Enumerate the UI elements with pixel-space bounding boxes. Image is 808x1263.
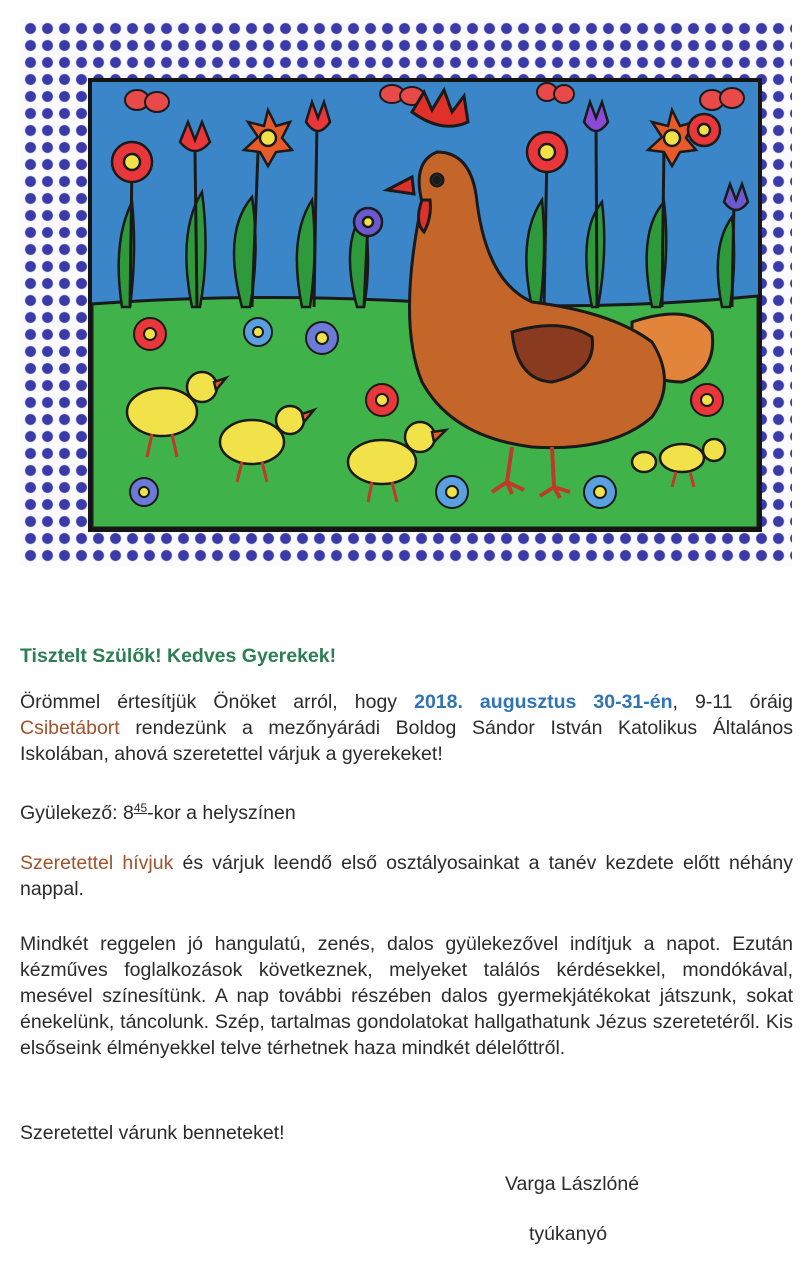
event-date: 2018. augusztus 30-31-én [414,691,673,713]
welcome-highlight: Szeretettel hívjuk [20,852,174,874]
camp-name: Csibetábort [20,717,120,739]
welcome-rest: és várjuk leendő első osztályosainkat a tanév kezdete előtt néhány nappal. [20,852,793,900]
signature-role: tyúkanyó [529,1223,608,1245]
paragraph-closing: Szeretettel várunk benneteket! [20,1122,285,1144]
hen-and-chicks-painting-icon [92,82,758,528]
p1-time: , 9-11 óráig [672,691,793,713]
p1-intro: Örömmel értesítjük Önöket arról, hogy [20,691,415,713]
painting-scene [88,78,762,532]
paragraph-program: Mindkét reggelen jó hangulatú, zenés, dalos gyülekezővel indítjuk a napot. Ezután kézműves foglalkozások következnek, melyeket találós kérdésekkel, mondókával, mesével színesítünk. A nap további részében dalos gyermekjátékokat játszunk, sokat énekelünk, táncolunk. Szép, tartalmas gondolatokat hallgathatunk Jézus szeretetéről. Kis elsőseink élményekkel telve térhetnek haza mindkét délelőttről. [20,933,793,1059]
paragraph-invitation [20,689,793,767]
paragraph-welcome-first-graders [20,850,793,902]
gathering-label: Gyülekező: 8 [20,802,134,824]
paragraph-gathering-time [20,800,793,826]
letter-greeting: Tisztelt Szülők! Kedves Gyerekek! [20,645,337,667]
signature-name: Varga Lászlóné [505,1173,640,1195]
gathering-rest: -kor a helyszínen [147,802,296,824]
painting-illustration [20,18,792,566]
p1-location: rendezünk a mezőnyárádi Boldog Sándor István Katolikus Általános Iskolában, ahová szeretettel várjuk a gyerekeket! [20,717,793,765]
gathering-minutes: 45 [133,801,148,815]
